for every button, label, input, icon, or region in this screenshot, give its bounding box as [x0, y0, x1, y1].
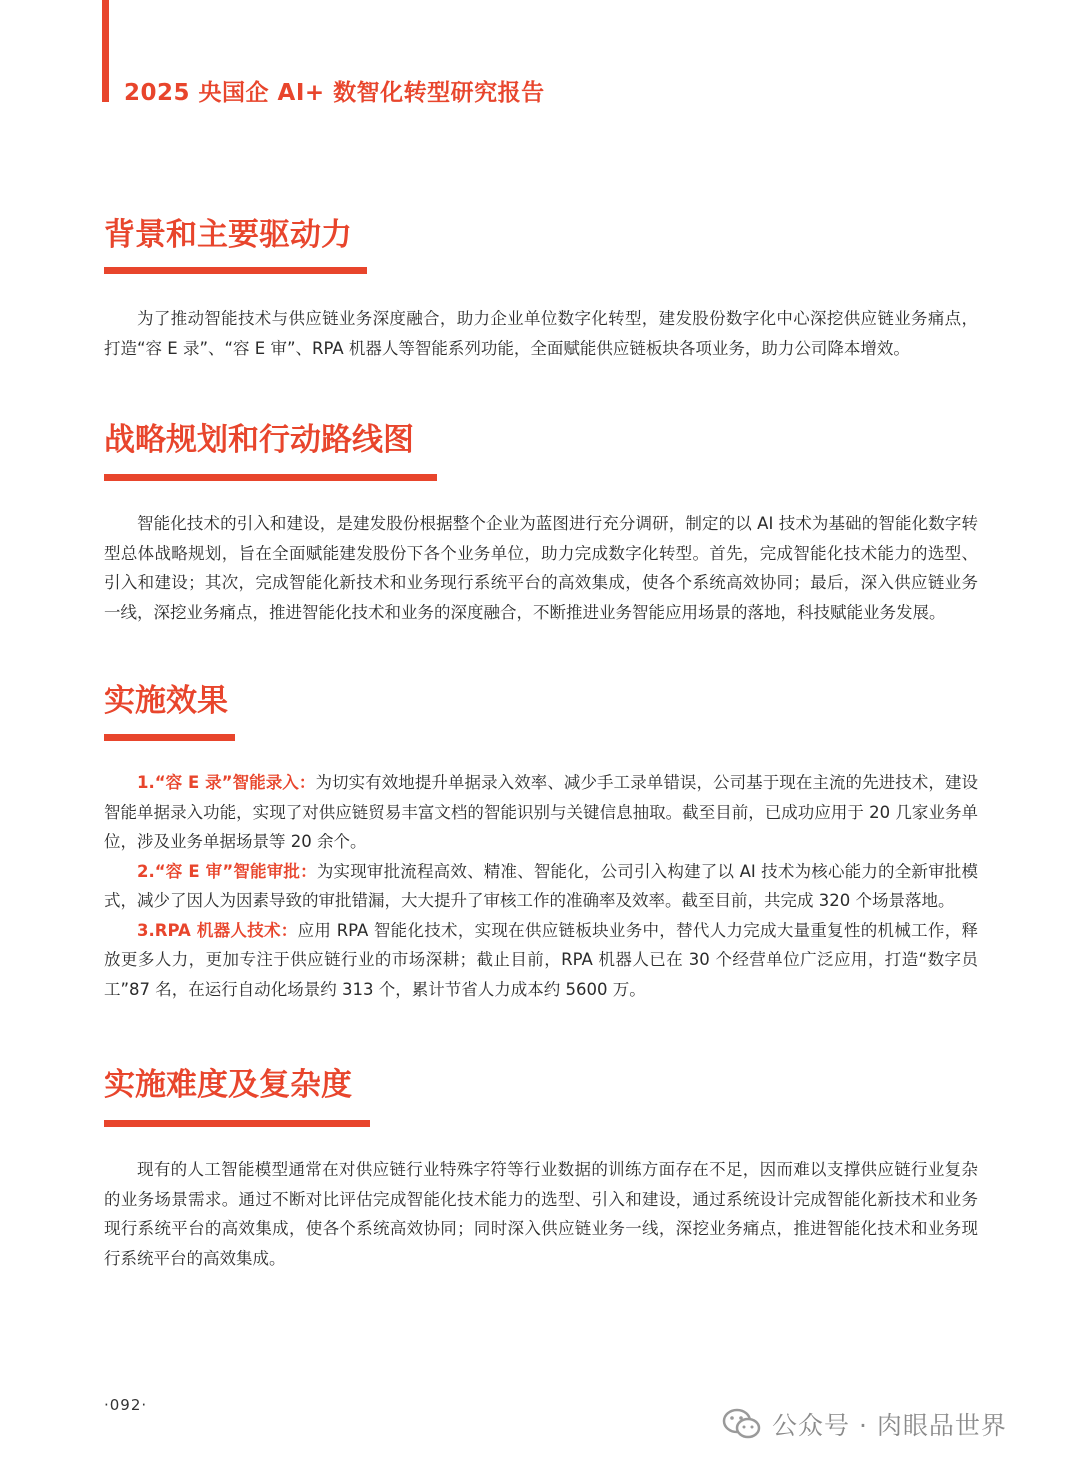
- item-text: 为切实有效地提升单据录入效率、减少手工录单错误，公司基于现在主流的先进技术，建设智能单据录入功能，实现了对供应链贸易丰富文档的智能识别与关键信息抽取。截至目前，已成功应用于 20 几家业务单位，涉及业务单据场景等 20 余个。: [104, 773, 979, 851]
- report-title: 2025 央国企 AI+ 数智化转型研究报告: [124, 80, 545, 106]
- item-label: 1.“容 E 录”智能录入：: [137, 773, 316, 792]
- section-heading-strategy: 战略规划和行动路线图: [104, 422, 414, 458]
- page-number: ·092·: [104, 1396, 148, 1414]
- list-item: [104, 916, 978, 1005]
- header-accent-bar: [102, 0, 109, 102]
- section-underline: [104, 1120, 370, 1127]
- section-underline: [104, 734, 235, 741]
- item-text: 应用 RPA 智能化技术，实现在供应链板块业务中，替代人力完成大量重复性的机械工作，释放更多人力，更加专注于供应链行业的市场深耕；截止目前，RPA 机器人已在 30 个经营单位广泛应用，打造“数字员工”87 名，在运行自动化场景约 313 个，累计节省人力成本约 5600 万。: [104, 920, 979, 999]
- background-paragraph: 为了推动智能技术与供应链业务深度融合，助力企业单位数字化转型，建发股份数字化中心深挖供应链业务痛点，打造“容 E 录”、“容 E 审”、RPA 机器人等智能系列功能，全面赋能供应链板块各项业务，助力公司降本增效。: [104, 309, 978, 358]
- item-label: 3.RPA 机器人技术：: [137, 920, 298, 940]
- section-underline: [104, 474, 437, 481]
- section-underline: [104, 267, 367, 274]
- footer-watermark: [722, 1402, 1007, 1446]
- section-heading-results: 实施效果: [104, 683, 228, 719]
- item-text: 为实现审批流程高效、精准、智能化，公司引入构建了以 AI 技术为核心能力的全新审批模式，减少了因人为因素导致的审批错漏，大大提升了审核工作的准确率及效率。截至目前，共完成 320 个场景落地。: [104, 861, 978, 910]
- list-item: [104, 768, 978, 857]
- wechat-icon: [722, 1408, 762, 1440]
- difficulty-paragraph: 现有的人工智能模型通常在对供应链行业特殊字符等行业数据的训练方面存在不足，因而难以支撑供应链行业复杂的业务场景需求。通过不断对比评估完成智能化技术能力的选型、引入和建设，通过系统设计完成智能化新技术和业务现行系统平台的高效集成，使各个系统高效协同；同时深入供应链业务一线，深挖业务痛点，推进智能化技术和业务现行系统平台的高效集成。: [104, 1160, 978, 1268]
- strategy-paragraph: 智能化技术的引入和建设，是建发股份根据整个企业为蓝图进行充分调研，制定的以 AI 技术为基础的智能化数字转型总体战略规划，旨在全面赋能建发股份下各个业务单位，助力完成数字化转型。首先，完成智能化技术能力的选型、引入和建设；其次，完成智能化新技术和业务现行系统平台的高效集成，使各个系统高效协同；最后，深入供应链业务一线，深挖业务痛点，推进智能化技术和业务的深度融合，不断推进业务智能应用场景的落地，科技赋能业务发展。: [104, 514, 978, 622]
- section-heading-difficulty: 实施难度及复杂度: [104, 1067, 352, 1103]
- footer-brand-text: 公众号 · 肉眼品世界: [772, 1411, 1007, 1440]
- list-item: [104, 857, 978, 916]
- results-list: [104, 768, 978, 1004]
- item-label: 2.“容 E 审”智能审批：: [137, 861, 317, 881]
- section-heading-background: 背景和主要驱动力: [104, 217, 352, 253]
